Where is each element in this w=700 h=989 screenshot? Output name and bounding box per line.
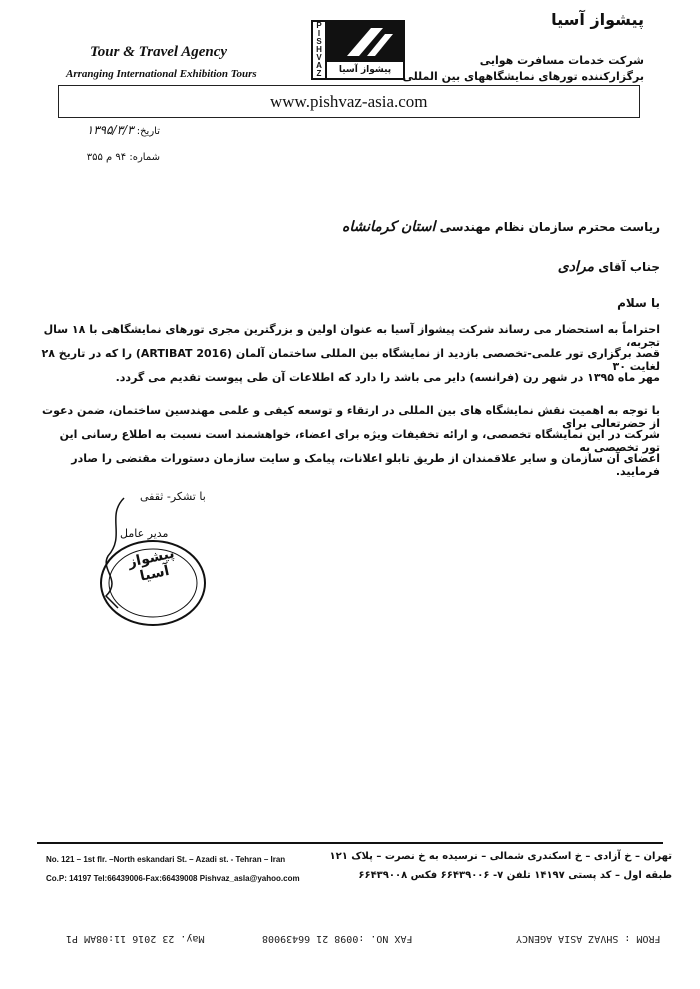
agency-name-fa: پیشواز آسیا xyxy=(551,10,644,29)
agency-logo xyxy=(311,20,405,80)
fax-number: FAX NO. :0098 21 66439008 xyxy=(262,933,413,944)
service-line-2: برگزارکننده تورهای نمایشگاههای بین المللی xyxy=(402,70,644,83)
agency-name-en: Tour & Travel Agency xyxy=(90,44,228,60)
address-fa: تهران – خ آزادی – خ اسکندری شمالی – نرسیده به خ نصرت – پلاک ۱۲۱ xyxy=(329,851,672,862)
recipient-handwritten: استان کرمانشاه xyxy=(342,219,436,235)
signer-title: مدیر عامل xyxy=(120,527,169,540)
paragraph-1-line-3: مهر ماه ۱۳۹۵ در شهر رن (فرانسه) دایر می باشد را دارد که اطلاعات آن طی پیوست تقدیم می گردد. xyxy=(115,371,660,384)
paragraph-2-line-1: با توجه به اهمیت نقش نمایشگاه های بین المللی در ارتقاء و توسعه کیفی و علمی مهندسین ساختمان، ضمن دعوت از حضرتعالی برای xyxy=(42,404,660,430)
service-line-1: شرکت خدمات مسافرت هوایی xyxy=(479,54,644,67)
footer-divider xyxy=(37,842,663,844)
attention-handwritten: مرادی xyxy=(557,259,595,275)
logo-name-fa: پیشواز آسیا xyxy=(338,65,392,75)
attention-label: جناب آقای xyxy=(598,260,660,274)
date-row xyxy=(87,123,160,137)
attention-line xyxy=(558,259,660,275)
recipient-line xyxy=(342,219,660,235)
paragraph-1-line-2: قصد برگزاری تور علمی-تخصصی بازدید از نمایشگاه بین المللی ساختمان آلمان (ARTIBAT 2016) را که در تاریخ ۲۸ لغایت ۳۰ xyxy=(41,347,660,373)
number-label: شماره: xyxy=(129,152,160,163)
agency-subtitle-en: Arranging International Exhibition Tours xyxy=(66,68,257,80)
address-en: No. 121 – 1st flr. –North eskandari St. – Azadi st. - Tehran – Iran xyxy=(46,855,286,864)
contact-en: Co.P: 14197 Tel:66439006-Fax:66439008 Pishvaz_asla@yahoo.com xyxy=(46,874,300,883)
number-value: ۹۴ م ۳۵۵ xyxy=(86,152,127,163)
date-value: ۱۳۹۵/۳/۳ xyxy=(86,123,134,137)
contact-fa: طبقه اول – کد پستی ۱۴۱۹۷ تلفن ۷- ۶۶۴۳۹۰۰۶ فکس ۶۶۴۳۹۰۰۸ xyxy=(358,870,672,881)
closing-line: با تشکر- ثقفی xyxy=(140,490,206,503)
website-url[interactable]: www.pishvaz-asia.com xyxy=(270,92,428,111)
fax-from: FROM : SHVAZ ASIA AGENCY xyxy=(516,933,661,944)
paragraph-2-line-3: اعضای آن سازمان و سایر علاقمندان از طریق تابلو اعلانات، پیامک و سایت سازمان دستورات مقتضی را صادر فرمایید. xyxy=(71,452,660,478)
recipient-text: ریاست محترم سازمان نظام مهندسی xyxy=(439,220,660,234)
logo-side-letters: P I S H V A Z xyxy=(313,22,327,78)
date-label: تاریخ: xyxy=(136,126,160,137)
stamp-text: پیشواز آسیا xyxy=(126,545,176,585)
company-stamp xyxy=(98,538,208,628)
paragraph-2-line-2: شرکت در این نمایشگاه تخصصی، و ارائه تخفیفات ویژه برای اعضاء، خواهشمند است نسبت به اطلاع رسانی این تور تخصصی به xyxy=(59,428,660,454)
greeting: با سلام xyxy=(617,296,660,310)
number-row xyxy=(87,152,160,163)
fax-time: May. 23 2016 11:08AM P1 xyxy=(66,933,205,944)
paragraph-1-line-1: احتراماً به استحضار می رساند شرکت پیشواز آسیا به عنوان اولین و بزرگترین مجری تورهای نمایشگاهی با ۱۸ سال تجربه، xyxy=(43,323,660,349)
logo-mark-icon xyxy=(327,22,403,62)
